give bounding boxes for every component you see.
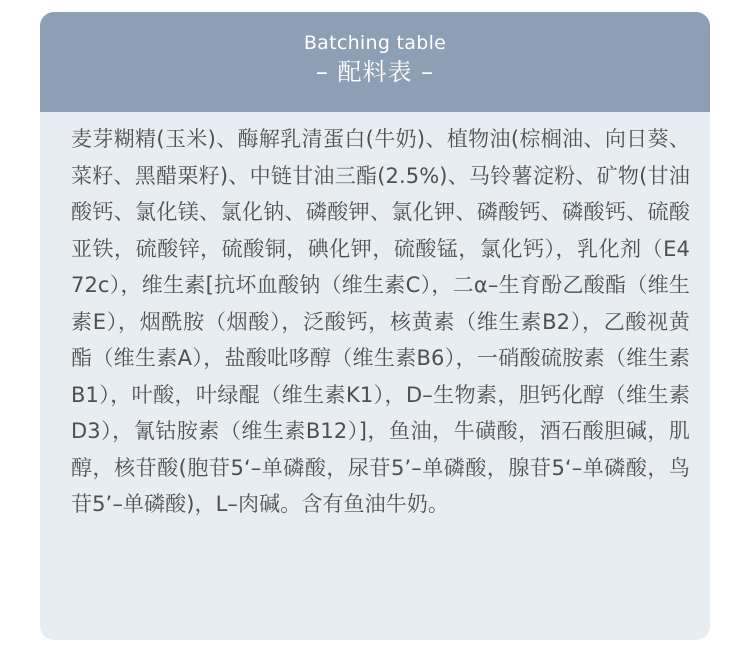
card-header [40, 12, 710, 112]
header-title-zh: – 配料表 – [315, 58, 435, 86]
header-title-en: Batching table [303, 32, 447, 54]
ingredients-text: 麦芽糊精(玉米)、酶解乳清蛋白(牛奶)、植物油(棕榈油、向日葵、菜籽、黑醋栗籽)、中链甘油三酯(2.5%)、马铃薯淀粉、矿物(甘油酸钙、氯化镁、氯化钠、磷酸钾、氯化钾、磷酸钙、磷酸钙、硫酸亚铁，硫酸锌，硫酸铜，碘化钾，硫酸锰，氯化钙），乳化剂（E472c），维生素[抗坏血酸钠（维生素C），二α–生育酚乙酸酯（维生素E），烟酰胺（烟酸），泛酸钙，核黄素（维生素B2），乙酸视黄酯（维生素A），盐酸吡哆醇（维生素B6），一硝酸硫胺素（维生素B1），叶酸，叶绿醌（维生素K1），D–生物素，胆钙化醇（维生素D3），氰钴胺素（维生素B12）]，鱼油，牛磺酸，酒石酸胆碱，肌醇，核苷酸(胞苷5‘–单磷酸，尿苷5’–单磷酸，腺苷5‘–单磷酸，鸟苷5’–单磷酸)，L–肉碱。含有鱼油牛奶。 [71, 127, 690, 516]
ingredients-card [40, 12, 710, 640]
